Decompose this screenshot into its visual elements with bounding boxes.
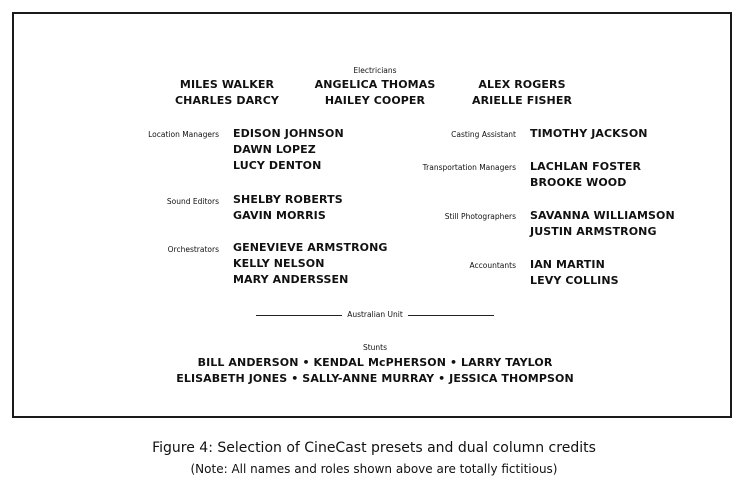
credit-name: JUSTIN ARMSTRONG xyxy=(530,225,657,238)
credit-name: ELISABETH JONES • SALLY-ANNE MURRAY • JESSICA THOMPSON xyxy=(176,372,574,385)
credit-name: IAN MARTIN xyxy=(530,258,605,271)
location-managers-role: Location Managers xyxy=(148,130,219,139)
credit-name: SAVANNA WILLIAMSON xyxy=(530,209,675,222)
credit-name: SHELBY ROBERTS xyxy=(233,193,343,206)
electricians-column-2 xyxy=(315,77,436,109)
still-photographers-role: Still Photographers xyxy=(444,212,516,221)
electricians-role: Electricians xyxy=(353,66,397,75)
credit-name: MILES WALKER xyxy=(179,78,275,91)
unit-heading: Australian Unit xyxy=(347,310,403,319)
orchestrators-role: Orchestrators xyxy=(167,245,219,254)
credit-name: DAWN LOPEZ xyxy=(233,143,316,156)
credit-name: LACHLAN FOSTER xyxy=(530,160,642,173)
credit-name: BILL ANDERSON • KENDAL McPHERSON • LARRY TAYLOR xyxy=(197,356,553,369)
credit-name: ANGELICA THOMAS xyxy=(314,78,436,91)
credit-name: ALEX ROGERS xyxy=(478,78,566,91)
credit-name: HAILEY COOPER xyxy=(324,94,426,107)
figure-note: (Note: All names and roles shown above are totally fictitious) xyxy=(190,462,558,476)
credit-name: EDISON JOHNSON xyxy=(233,127,344,140)
stunts-role: Stunts xyxy=(362,343,388,352)
credit-name: LUCY DENTON xyxy=(233,159,322,172)
stunts-names xyxy=(176,355,574,387)
credit-name: MARY ANDERSSEN xyxy=(233,273,349,286)
accountants-role: Accountants xyxy=(469,261,516,270)
credit-name: CHARLES DARCY xyxy=(175,94,279,107)
sound-editors-names xyxy=(233,192,343,224)
still-photographers-names xyxy=(530,208,675,240)
credit-name: KELLY NELSON xyxy=(233,257,325,270)
electricians-column-1 xyxy=(175,77,279,109)
transportation-managers-role: Transportation Managers xyxy=(422,163,516,172)
credit-name: TIMOTHY JACKSON xyxy=(530,127,648,140)
unit-rule-left xyxy=(256,315,342,316)
credit-name: LEVY COLLINS xyxy=(530,274,619,287)
transportation-managers-names xyxy=(530,159,641,191)
sound-editors-role: Sound Editors xyxy=(166,197,219,206)
credit-name: BROOKE WOOD xyxy=(530,176,627,189)
figure-caption: Figure 4: Selection of CineCast presets and dual column credits xyxy=(152,440,596,456)
casting-assistant-role: Casting Assistant xyxy=(451,130,516,139)
credit-name: GENEVIEVE ARMSTRONG xyxy=(233,241,388,254)
orchestrators-names xyxy=(233,240,388,288)
credit-name: GAVIN MORRIS xyxy=(233,209,326,222)
unit-rule-right xyxy=(408,315,494,316)
location-managers-names xyxy=(233,126,344,174)
electricians-column-3 xyxy=(472,77,572,109)
casting-assistant-names xyxy=(530,126,648,142)
accountants-names xyxy=(530,257,619,289)
credit-name: ARIELLE FISHER xyxy=(471,94,573,107)
